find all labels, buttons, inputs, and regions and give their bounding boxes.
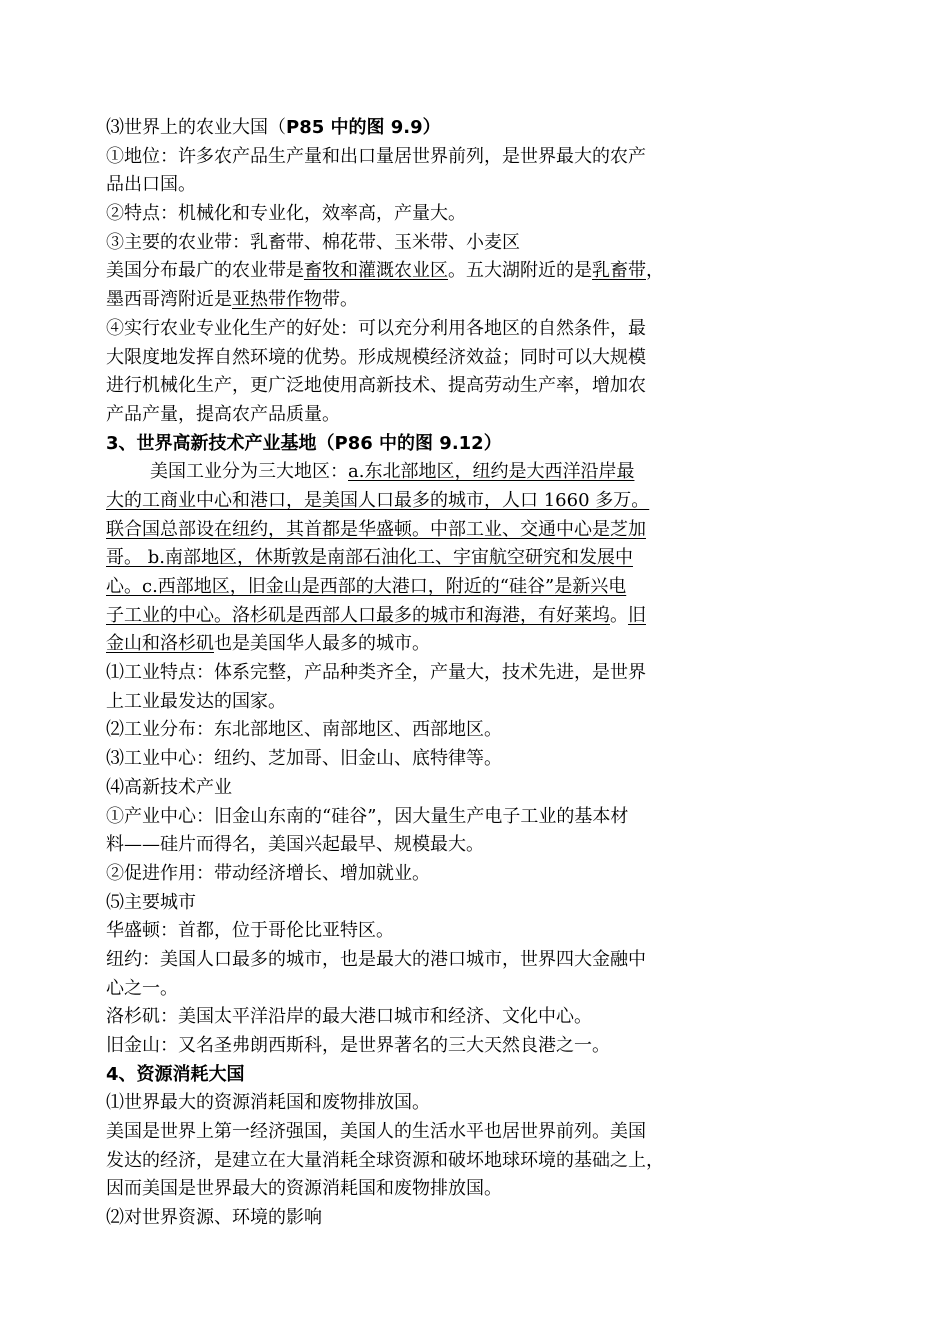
text-segment: 墨西哥湾附近是 [106, 289, 232, 311]
text-segment: 因而美国是世界最大的资源消耗国和废物排放国。 [106, 1178, 502, 1200]
text-line [106, 257, 706, 286]
text-line [106, 602, 706, 631]
text-segment: 心之一。 [106, 977, 178, 999]
underlined-text: a.东北部地区，纽约是大西洋沿岸最 [348, 461, 635, 483]
text-line [106, 315, 706, 344]
text-segment: ⑷高新技术产业 [106, 776, 232, 798]
underlined-text: 心。c.西部地区，旧金山是西部的大港口，附近的“硅谷”是新兴电 [106, 576, 627, 597]
underlined-text: 哥。 b.南部地区，休斯敦是南部石油化工、宇宙航空研究和发展中 [106, 547, 633, 569]
underlined-text: 畜牧和灌溉农业区 [304, 260, 448, 282]
text-segment: 品出口国。 [106, 174, 196, 196]
text-line [106, 1118, 706, 1147]
text-line [106, 401, 706, 430]
text-line [106, 1032, 706, 1061]
text-line [106, 946, 706, 975]
text-segment: 产品产量，提高农产品质量。 [106, 403, 340, 425]
text-line [106, 1204, 706, 1233]
text-line [106, 200, 706, 229]
text-segment: ⑸主要城市 [106, 891, 196, 913]
underlined-text: 乳畜带 [592, 260, 646, 282]
text-line [106, 573, 706, 602]
heading-text: P85 中的图 9.9） [286, 117, 441, 138]
text-segment: ①产业中心：旧金山东南的“硅谷”，因大量生产电子工业的基本材 [106, 805, 629, 827]
text-segment: ②促进作用：带动经济增长、增加就业。 [106, 862, 430, 884]
underlined-text: 联合国总部设在纽约，其首都是华盛顿。中部工业、交通中心是芝加 [106, 518, 646, 540]
text-line [106, 171, 706, 200]
text-line [106, 344, 706, 373]
text-segment: ⑴世界最大的资源消耗国和废物排放国。 [106, 1092, 430, 1114]
text-segment: 美国工业分为三大地区： [150, 461, 348, 483]
underlined-text: 子工业的中心。洛杉矶是西部人口最多的城市和海港，有好莱坞 [106, 604, 610, 626]
text-line [106, 889, 706, 918]
underlined-text: 金山和洛杉矶 [106, 633, 214, 655]
text-line [106, 143, 706, 172]
underlined-text: 旧 [628, 604, 646, 626]
document-body [106, 114, 706, 1233]
text-segment: ③主要的农业带：乳畜带、棉花带、玉米带、小麦区 [106, 231, 520, 253]
text-segment: 进行机械化生产，更广泛地使用高新技术、提高劳动生产率，增加农 [106, 375, 646, 397]
text-segment: 带。 [322, 289, 358, 311]
text-segment: 华盛顿：首都，位于哥伦比亚特区。 [106, 920, 394, 942]
text-segment: ， [646, 260, 664, 282]
text-line [106, 745, 706, 774]
text-line [106, 372, 706, 401]
text-segment: ②特点：机械化和专业化，效率高，产量大。 [106, 203, 466, 225]
text-line [106, 659, 706, 688]
text-segment: 发达的经济，是建立在大量消耗全球资源和破坏地球环境的基础之上， [106, 1149, 664, 1171]
text-line [106, 487, 706, 516]
text-segment: 大限度地发挥自然环境的优势。形成规模经济效益；同时可以大规模 [106, 346, 646, 368]
text-segment: 旧金山：又名圣弗朗西斯科，是世界著名的三大天然良港之一。 [106, 1035, 610, 1056]
text-segment: 纽约：美国人口最多的城市，也是最大的港口城市，世界四大金融中 [106, 948, 646, 970]
text-line [106, 430, 706, 459]
text-line [106, 1175, 706, 1204]
text-line [106, 975, 706, 1004]
text-segment: 料——硅片而得名，美国兴起最早、规模最大。 [106, 834, 484, 856]
text-line [106, 688, 706, 717]
text-segment: ⑶工业中心：纽约、芝加哥、旧金山、底特律等。 [106, 748, 502, 770]
text-segment: 洛杉矶：美国太平洋沿岸的最大港口城市和经济、文化中心。 [106, 1006, 592, 1028]
text-line [106, 803, 706, 832]
text-line [106, 1089, 706, 1118]
text-segment: 。 [610, 604, 628, 626]
text-segment: ⑶世界上的农业大国（ [106, 117, 286, 138]
text-segment: ⑵对世界资源、环境的影响 [106, 1207, 322, 1229]
text-line [106, 544, 706, 573]
text-line [106, 774, 706, 803]
text-line [106, 458, 706, 487]
text-segment: 也是美国华人最多的城市。 [214, 633, 430, 655]
text-segment: ①地位：许多农产品生产量和出口量居世界前列，是世界最大的农产 [106, 145, 646, 167]
text-line [106, 716, 706, 745]
text-line [106, 1147, 706, 1176]
text-segment: 美国分布最广的农业带是 [106, 260, 304, 282]
text-line [106, 630, 706, 659]
heading-text: 4、资源消耗大国 [106, 1063, 245, 1085]
text-segment: ⑵工业分布：东北部地区、南部地区、西部地区。 [106, 719, 502, 741]
text-line [106, 917, 706, 946]
text-line [106, 516, 706, 545]
text-segment: ④实行农业专业化生产的好处：可以充分利用各地区的自然条件，最 [106, 317, 646, 339]
underlined-text: 亚热带作物 [232, 289, 322, 311]
text-line [106, 286, 706, 315]
heading-text: 3、世界高新技术产业基地（P86 中的图 9.12） [106, 432, 502, 454]
text-segment: 美国是世界上第一经济强国，美国人的生活水平也居世界前列。美国 [106, 1121, 646, 1143]
underlined-text: 大的工商业中心和港口，是美国人口最多的城市，人口 1660 多万。 [106, 489, 650, 511]
text-segment: ⑴工业特点：体系完整，产品种类齐全，产量大，技术先进，是世界 [106, 662, 646, 684]
text-segment: 上工业最发达的国家。 [106, 690, 286, 712]
text-line [106, 1003, 706, 1032]
text-line [106, 229, 706, 258]
text-line [106, 831, 706, 860]
text-line [106, 1061, 706, 1090]
text-line [106, 114, 706, 143]
text-segment: 。五大湖附近的是 [448, 260, 592, 282]
text-line [106, 860, 706, 889]
